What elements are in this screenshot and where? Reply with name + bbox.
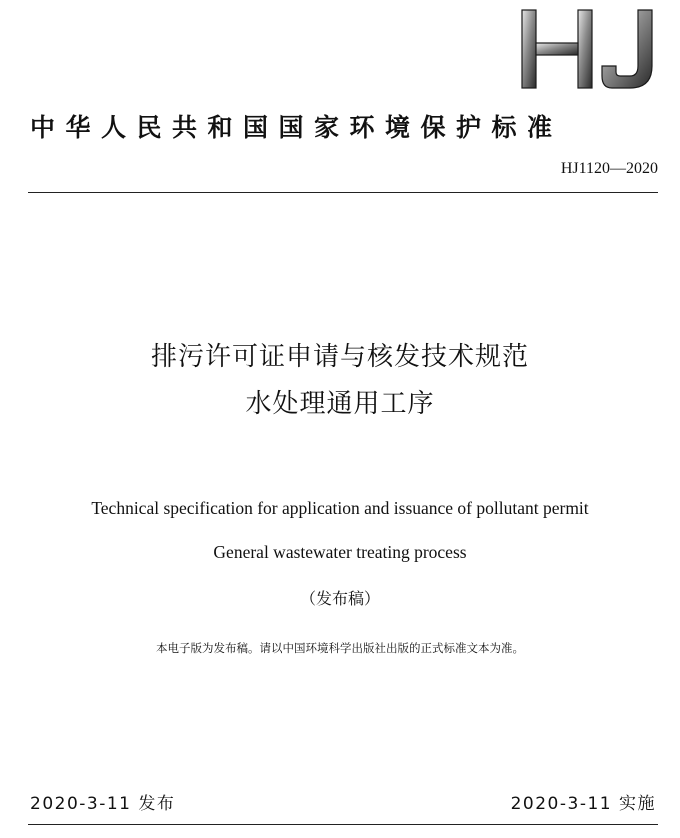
chinese-title-line-2: 水处理通用工序 (245, 389, 435, 419)
hj-logo-graphic (520, 6, 660, 92)
chinese-title-line-1: 排污许可证申请与核发技术规范 (150, 342, 529, 372)
edition-note: 本电子版为发布稿。请以中国环境科学出版社出版的正式标准文本为准。 (156, 641, 524, 655)
publish-date: 2020-3-11 发布 (30, 794, 176, 814)
english-title-line-1: Technical specification for application and issuance of pollutant permit (91, 498, 589, 518)
english-title-line-2: General wastewater treating process (213, 542, 467, 562)
draft-label: （发布稿） (299, 589, 380, 608)
header-divider (28, 192, 658, 193)
organization-title: 中华人民共和国国家环境保护标准 (30, 113, 563, 142)
implement-date: 2020-3-11 实施 (510, 794, 656, 814)
standard-number: HJ1120—2020 (560, 160, 658, 177)
footer-divider (28, 824, 658, 825)
hj-logo (520, 6, 660, 92)
